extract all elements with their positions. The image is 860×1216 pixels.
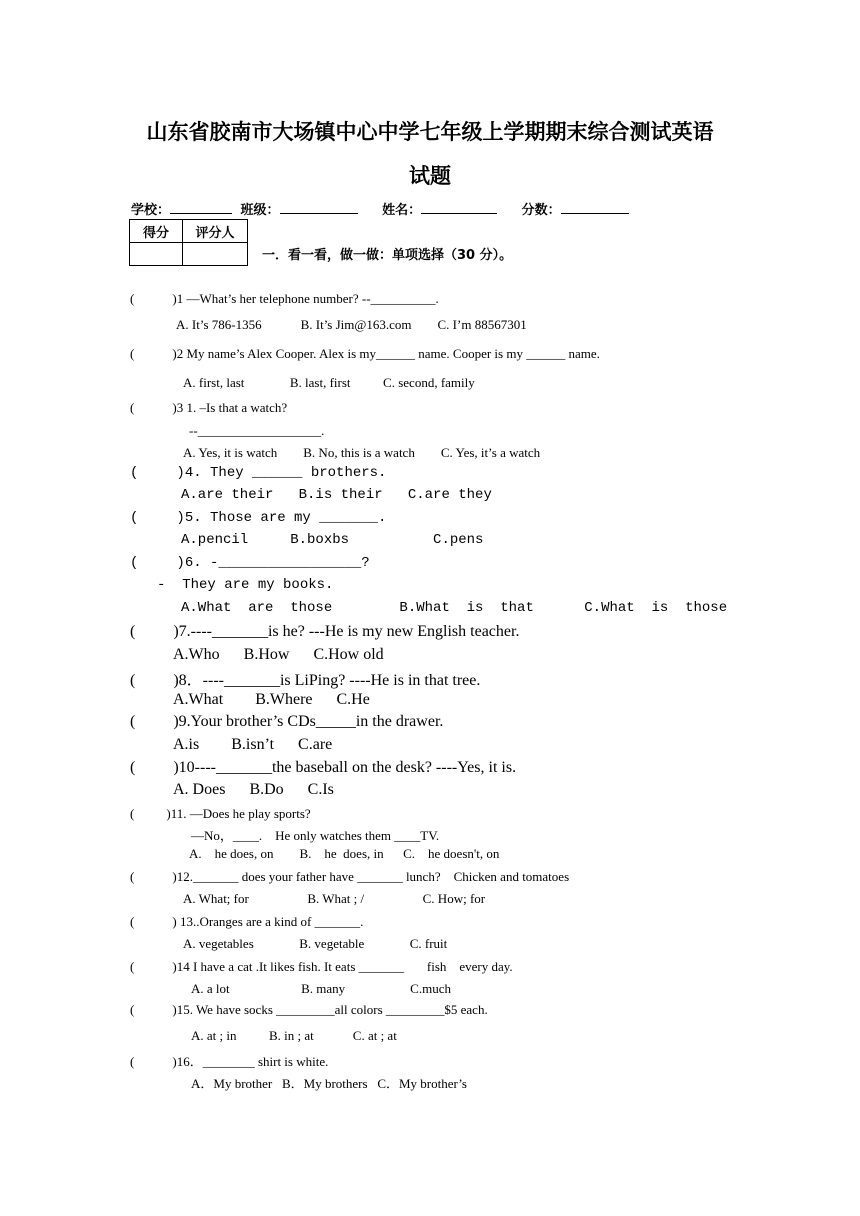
options-1: A. It’s 786-1356 B. It’s Jim@163.com C. I’m 88567301 — [176, 317, 527, 332]
question-9: ( )9.Your brother’s CDs_____in the drawer. — [130, 713, 444, 730]
options-7: A.Who B.How C.How old — [173, 646, 384, 663]
options-11: A. he does, on B. he does, in C. he doesn't, on — [189, 846, 500, 861]
question-3-sub: --___________________. — [189, 423, 325, 438]
class-label: 班级： — [240, 203, 280, 218]
name-blank[interactable] — [421, 201, 497, 214]
page-title: 山东省胶南市大场镇中心中学七年级上学期期末综合测试英语 — [146, 120, 714, 144]
question-14: ( )14 I have a cat .It likes fish. It eats _______ fish every day. — [130, 959, 513, 974]
options-8: A.What B.Where C.He — [173, 691, 370, 708]
question-6: ( )6. -_________________? — [130, 555, 370, 571]
name-label: 姓名： — [382, 203, 422, 218]
question-12: ( )12._______ does your father have _______ lunch? Chicken and tomatoes — [130, 869, 570, 884]
question-3: ( )3 1. –Is that a watch? — [130, 400, 288, 415]
section-heading: 一．看一看，做一做：单项选择（30 分）。 — [262, 248, 513, 263]
question-2: ( )2 My name’s Alex Cooper. Alex is my______ name. Cooper is my ______ name. — [130, 346, 600, 361]
question-13: ( ) 13..Oranges are a kind of _______. — [130, 914, 364, 929]
question-10: ( )10----_______the baseball on the desk? ----Yes, it is. — [130, 759, 517, 776]
options-5: A.pencil B.boxbs C.pens — [181, 532, 484, 548]
question-4: ( )4. They ______ brothers. — [130, 465, 387, 481]
options-9: A.is B.isn’t C.are — [173, 736, 333, 753]
score-blank[interactable] — [561, 201, 629, 214]
question-11: ( )11. —Does he play sports? — [130, 806, 311, 821]
question-15: ( )15. We have socks _________all colors _________$5 each. — [130, 1002, 488, 1017]
score-table-header-score: 得分 — [130, 220, 183, 243]
question-5: ( )5. Those are my _______. — [130, 510, 387, 526]
question-text: 1 —What’s her telephone number? --__________. — [176, 291, 439, 306]
options-4: A.are their B.is their C.are they — [181, 487, 492, 503]
question-1 — [130, 291, 439, 307]
options-14: A. a lot B. many C.much — [191, 981, 451, 996]
question-8: ( )8．----_______is LiPing? ----He is in that tree. — [130, 672, 481, 689]
options-12: A. What; for B. What ; / C. How; for — [183, 891, 486, 906]
options-10: A. Does B.Do C.Is — [173, 781, 334, 798]
question-7: ( )7.----_______is he? ---He is my new English teacher. — [130, 623, 520, 640]
options-15: A. at ; in B. in ; at C. at ; at — [191, 1028, 397, 1043]
page-title-line2: 试题 — [409, 164, 451, 188]
question-11-sub: —No，____. He only watches them ____TV. — [191, 828, 440, 843]
score-table — [129, 219, 248, 266]
info-line — [131, 199, 629, 218]
question-16: ( )16．________ shirt is white. — [130, 1054, 329, 1069]
options-3: A. Yes, it is watch B. No, this is a watch C. Yes, it’s a watch — [183, 445, 541, 460]
answer-bracket-open: ( — [130, 291, 135, 306]
class-blank[interactable] — [280, 201, 358, 214]
grader-cell[interactable] — [183, 243, 248, 266]
school-label: 学校： — [131, 203, 171, 218]
question-6-sub: - They are my books. — [157, 577, 334, 593]
options-2: A. first, last B. last, first C. second, family — [183, 375, 475, 390]
options-13: A. vegetables B. vegetable C. fruit — [183, 936, 448, 951]
score-table-header-grader: 评分人 — [183, 220, 248, 243]
options-6: A.What are those B.What is that C.What is those — [181, 600, 728, 616]
options-16: A．My brother B．My brothers C．My brother’s — [191, 1076, 467, 1091]
school-blank[interactable] — [170, 201, 232, 214]
score-cell[interactable] — [130, 243, 183, 266]
answer-bracket-close: ) — [172, 291, 177, 306]
score-label: 分数： — [521, 203, 561, 218]
